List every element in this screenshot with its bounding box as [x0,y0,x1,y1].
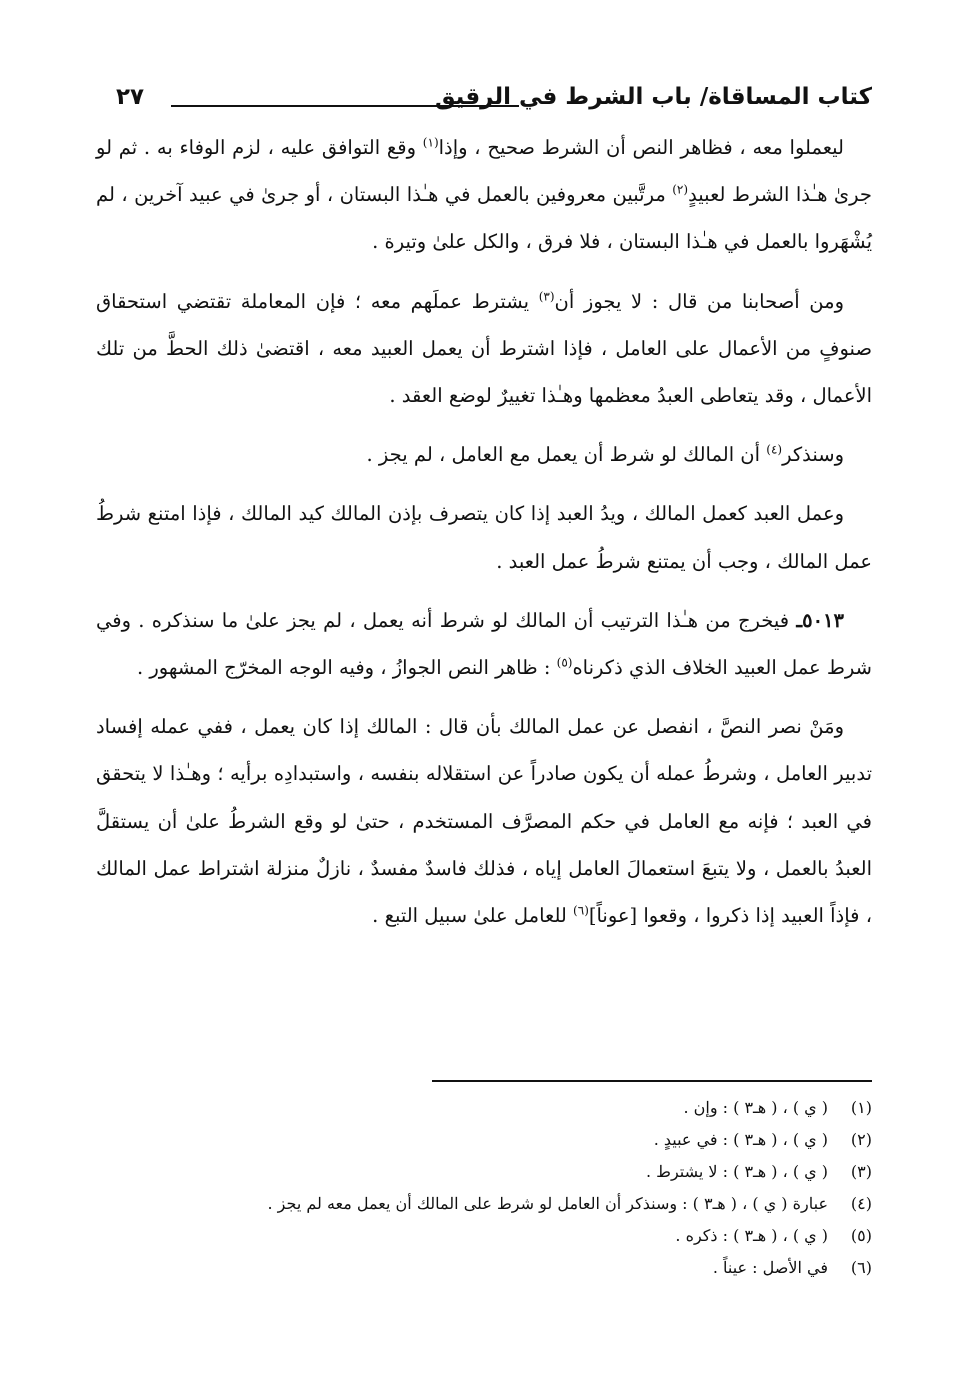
footnote-label: (٣) [850,1162,872,1181]
footnote [96,1220,872,1252]
footnote-separator [432,1080,872,1082]
footnote-label: (١) [850,1098,872,1117]
paragraph-text: وسنذكر [782,443,844,467]
footnote-marker: (٢) [672,182,689,197]
footnote-marker: (٤) [766,442,783,457]
footnote [96,1156,872,1188]
footnote-text: ( ي ) ، ( هـ٣ ) : في عبيدٍ . [653,1130,828,1149]
body-text [96,124,872,939]
footnote-text: ( ي ) ، ( هـ٣ ) : ذكره . [675,1226,828,1245]
footnote-marker: (٦) [573,903,589,918]
footnote [96,1252,872,1284]
footnote-label: (٥) [850,1226,872,1245]
paragraph-text: أن المالك لو شرط أن يعمل مع العامل ، لم يجز . [366,443,767,467]
paragraph [96,124,872,266]
paragraph [96,431,872,478]
footnote [96,1124,872,1156]
footnote [96,1092,872,1124]
paragraph-text: وقع التوافق عليه ، لزم الوفاء به . ثم لو جرىٰ هـٰذا الشرط لعبيدٍ [96,136,872,207]
footnote-text: ( ي ) ، ( هـ٣ ) : وإن . [683,1098,828,1117]
paragraph-text: وعمل العبد كعمل المالك ، ويدُ العبد إذا كان يتصرف بإذن المالك كيد المالك ، فإذا امتنع شرطُ عمل المالك ، وجب أن يمتنع شرطُ عمل العبد . [96,502,872,573]
paragraph-text: ومَنْ نصر النصَّ ، انفصل عن عمل المالك بأن قال : المالك إذا كان يعمل ، ففي عمله إفساد تدبير العامل ، وشرطُ عمله أن يكون صادراً عن استقلاله بنفسه ، واستبدادِه برأيه ؛ وهـٰذا لا يتحقق في العبد ؛ فإنه مع العامل في حكم المصرَّف المستخدم ، حتىٰ لو وقع الشرطُ علىٰ أن يستقلَّ العبدُ بالعمل ، ولا يتبعَ استعمالَ العامل إياه ، فذلك فاسدٌ مفسدٌ ، نازلٌ منزلة اشتراط عمل المالك ، فإذاً العبيد إذا ذكروا ، وقعوا [عوناً] [96,715,872,928]
footnote-label: (٤) [850,1194,872,1213]
footnote-label: (٢) [850,1130,872,1149]
footnote-label: (٦) [850,1258,872,1277]
paragraph-text: ومن أصحابنا من قال : لا يجوز أن [554,289,844,313]
paragraph [96,490,872,584]
paragraph-text: : ظاهر النص الجوازُ ، وفيه الوجه المخرّج المشهور . [136,656,557,680]
running-header [96,80,872,124]
header-rule [171,105,519,107]
paragraph-text: ليعملوا معه ، فظاهر النص أن الشرط صحيح ، وإذا [438,136,844,159]
paragraph-text: مرتَّبين معروفين بالعمل في هـٰذا البستان ، أو جرىٰ في عبيد آخرين ، لم يُشْهَروا بالعمل في هـٰذا البستان ، فلا فرق ، والكل علىٰ وتيرة . [96,183,872,254]
page-number: ٢٧ [116,84,145,110]
footnote-text: عبارة ( ي ) ، ( هـ٣ ) : وسنذكر أن العامل لو شرط على المالك أن يعمل معه لم يجز . [267,1194,828,1213]
footnote-text: ( ي ) ، ( هـ٣ ) : لا يشترط . [645,1162,828,1181]
book-page [96,80,872,1380]
footnote-marker: (٥) [556,655,573,670]
footnote-text: في الأصل : عيناً . [712,1258,828,1277]
paragraph-text: فيخرج من هـٰذا الترتيب أن المالك لو شرط أنه يعمل ، لم يجز علىٰ ما سنذكره . وفي شرط عمل العبيد الخلاف الذي ذكرناه [96,608,872,680]
paragraph [96,597,872,691]
footnote-marker: (١) [422,135,439,150]
paragraph-number: ٥٠١٣ـ [796,608,844,632]
paragraph-text: يشترط عملَهم معه ؛ فإن المعاملة تقتضي استحقاق صنوفٍ من الأعمال على العامل ، فإذا اشترط أن يعمل العبيد معه ، اقتضىٰ ذلك الحطَّ من تلك الأعمال ، وقد يتعاطى العبدُ معظمها وهـٰذا تغييرٌ لوضع العقد . [96,289,872,408]
footnotes [96,1092,872,1284]
footnote-marker: (٣) [538,289,555,304]
paragraph [96,278,872,420]
footnote [96,1188,872,1220]
paragraph-text: للعامل علىٰ سبيل التبع . [372,904,574,928]
paragraph [96,703,872,939]
header-title: كتاب المساقاة/ باب الشرط في الرقيق [434,84,872,110]
